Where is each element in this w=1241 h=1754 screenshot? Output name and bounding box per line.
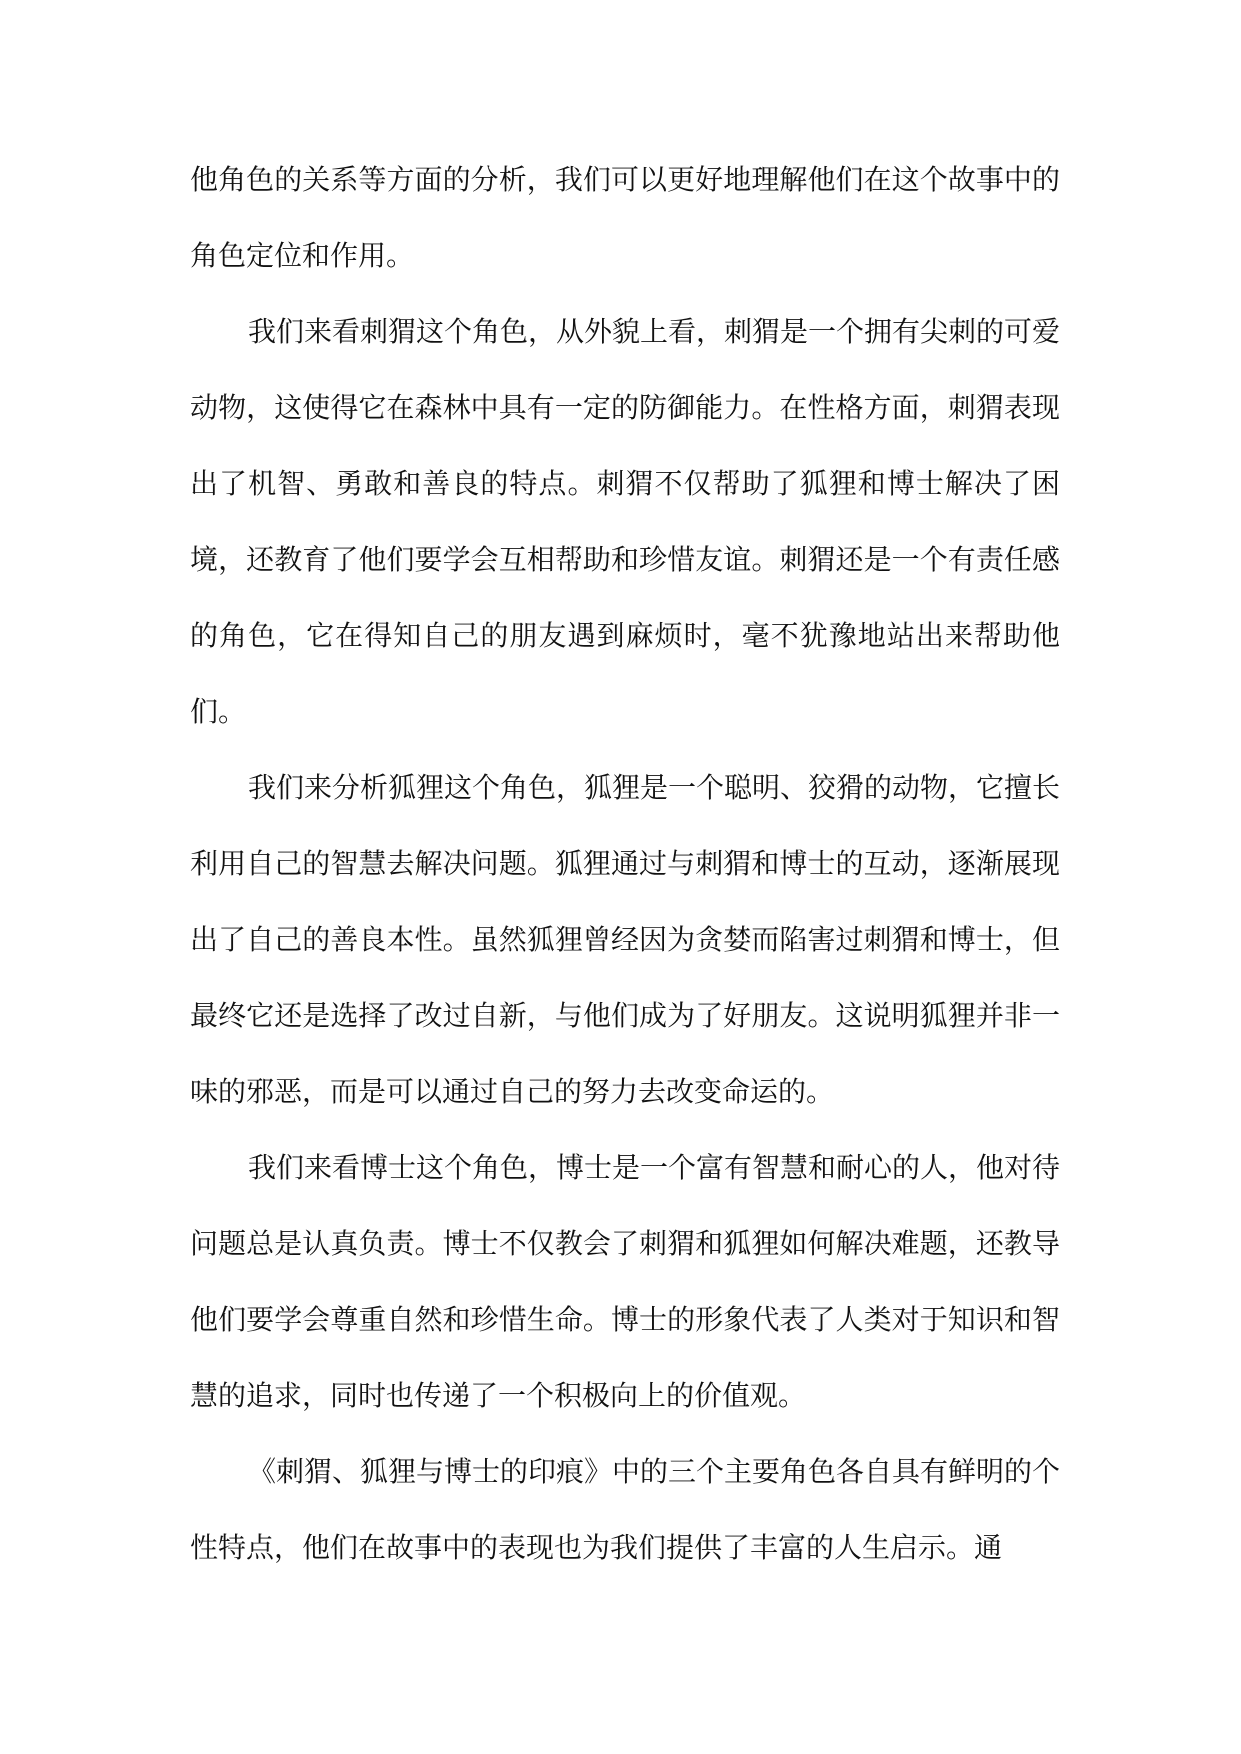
- document-page: [190, 142, 1060, 1586]
- paragraph-fox: 我们来分析狐狸这个角色，狐狸是一个聪明、狡猾的动物，它擅长利用自己的智慧去解决问题。狐狸通过与刺猬和博士的互动，逐渐展现出了自己的善良本性。虽然狐狸曾经因为贪婪而陷害过刺猬和博士，但最终它还是选择了改过自新，与他们成为了好朋友。这说明狐狸并非一味的邪恶，而是可以通过自己的努力去改变命运的。: [190, 771, 1061, 1108]
- paragraph-doctor: 我们来看博士这个角色，博士是一个富有智慧和耐心的人，他对待问题总是认真负责。博士不仅教会了刺猬和狐狸如何解决难题，还教导他们要学会尊重自然和珍惜生命。博士的形象代表了人类对于知识和智慧的追求，同时也传递了一个积极向上的价值观。: [190, 1151, 1061, 1412]
- paragraph-summary: 《刺猬、狐狸与博士的印痕》中的三个主要角色各自具有鲜明的个性特点，他们在故事中的表现也为我们提供了丰富的人生启示。通: [190, 1455, 1061, 1564]
- paragraph-hedgehog: 我们来看刺猬这个角色，从外貌上看，刺猬是一个拥有尖刺的可爱动物，这使得它在森林中具有一定的防御能力。在性格方面，刺猬表现出了机智、勇敢和善良的特点。刺猬不仅帮助了狐狸和博士解决了困境，还教育了他们要学会互相帮助和珍惜友谊。刺猬还是一个有责任感的角色，它在得知自己的朋友遇到麻烦时，毫不犹豫地站出来帮助他们。: [190, 315, 1061, 728]
- paragraph-continuation: 他角色的关系等方面的分析，我们可以更好地理解他们在这个故事中的角色定位和作用。: [190, 163, 1060, 272]
